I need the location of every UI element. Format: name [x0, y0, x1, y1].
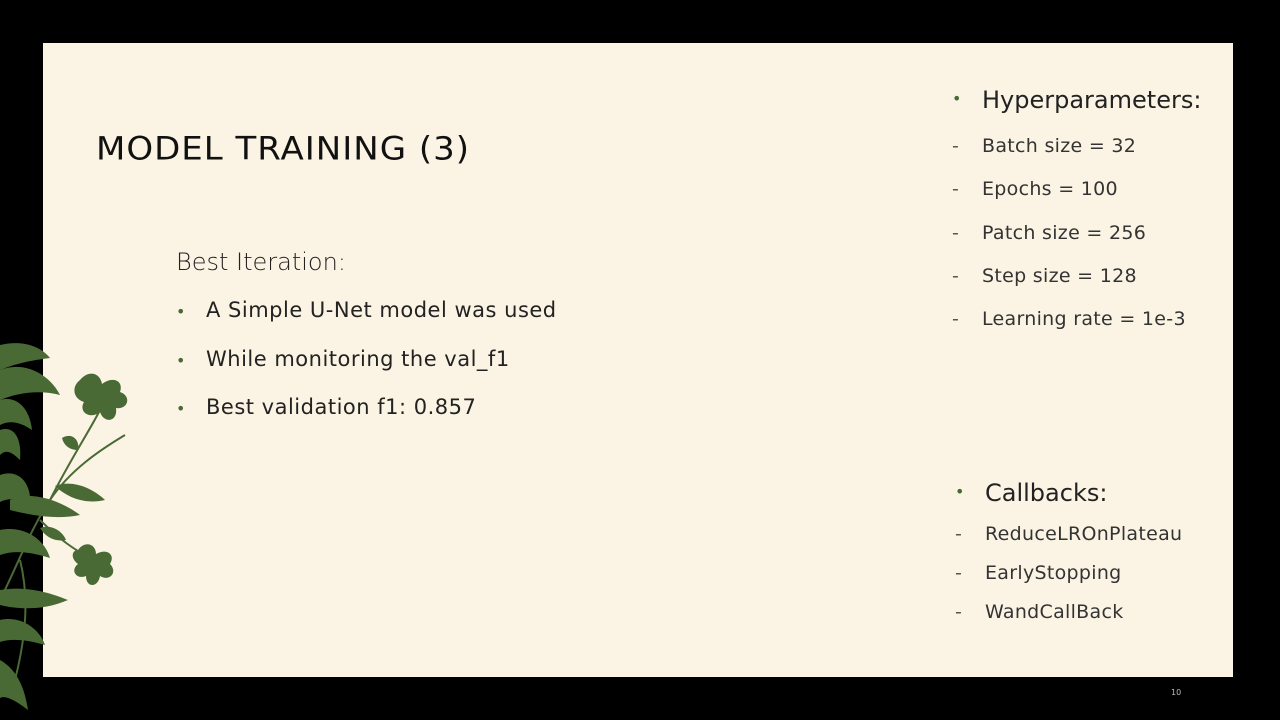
callbacks-heading-text: Callbacks:	[985, 479, 1108, 507]
best-iteration-heading: Best Iteration:	[176, 248, 346, 276]
hyperparameter-text: Epochs = 100	[982, 178, 1118, 201]
dash-icon: -	[955, 523, 963, 545]
bullet-icon: •	[955, 482, 965, 501]
bullet-text: Best validation f1: 0.857	[206, 395, 477, 419]
slide-title: MODEL TRAINING (3)	[96, 130, 471, 168]
bullet-icon: •	[176, 399, 186, 418]
dash-icon: -	[952, 308, 960, 331]
dash-icon: -	[952, 221, 960, 244]
bullet-text: A Simple U-Net model was used	[206, 298, 557, 322]
hyperparameter-text: Step size = 128	[982, 264, 1137, 287]
hyperparameters-heading-text: Hyperparameters:	[982, 86, 1202, 114]
bullet-icon: •	[176, 302, 186, 321]
dash-icon: -	[955, 601, 963, 623]
hyperparameter-text: Batch size = 32	[982, 135, 1137, 157]
callback-text: EarlyStopping	[985, 562, 1122, 584]
callback-text: WandCallBack	[985, 601, 1124, 623]
callback-text: ReduceLROnPlateau	[985, 523, 1183, 545]
hyperparameter-text: Patch size = 256	[982, 221, 1147, 244]
plant-decoration-icon	[0, 300, 160, 720]
bullet-text: While monitoring the val_f1	[206, 346, 510, 371]
hyperparameter-text: Learning rate = 1e-3	[982, 308, 1186, 331]
dash-icon: -	[952, 264, 960, 287]
dash-icon: -	[952, 135, 960, 157]
bullet-icon: •	[176, 350, 186, 370]
bullet-icon: •	[952, 89, 962, 108]
page-number: 10	[1171, 688, 1182, 697]
dash-icon: -	[955, 562, 963, 584]
dash-icon: -	[952, 178, 960, 201]
